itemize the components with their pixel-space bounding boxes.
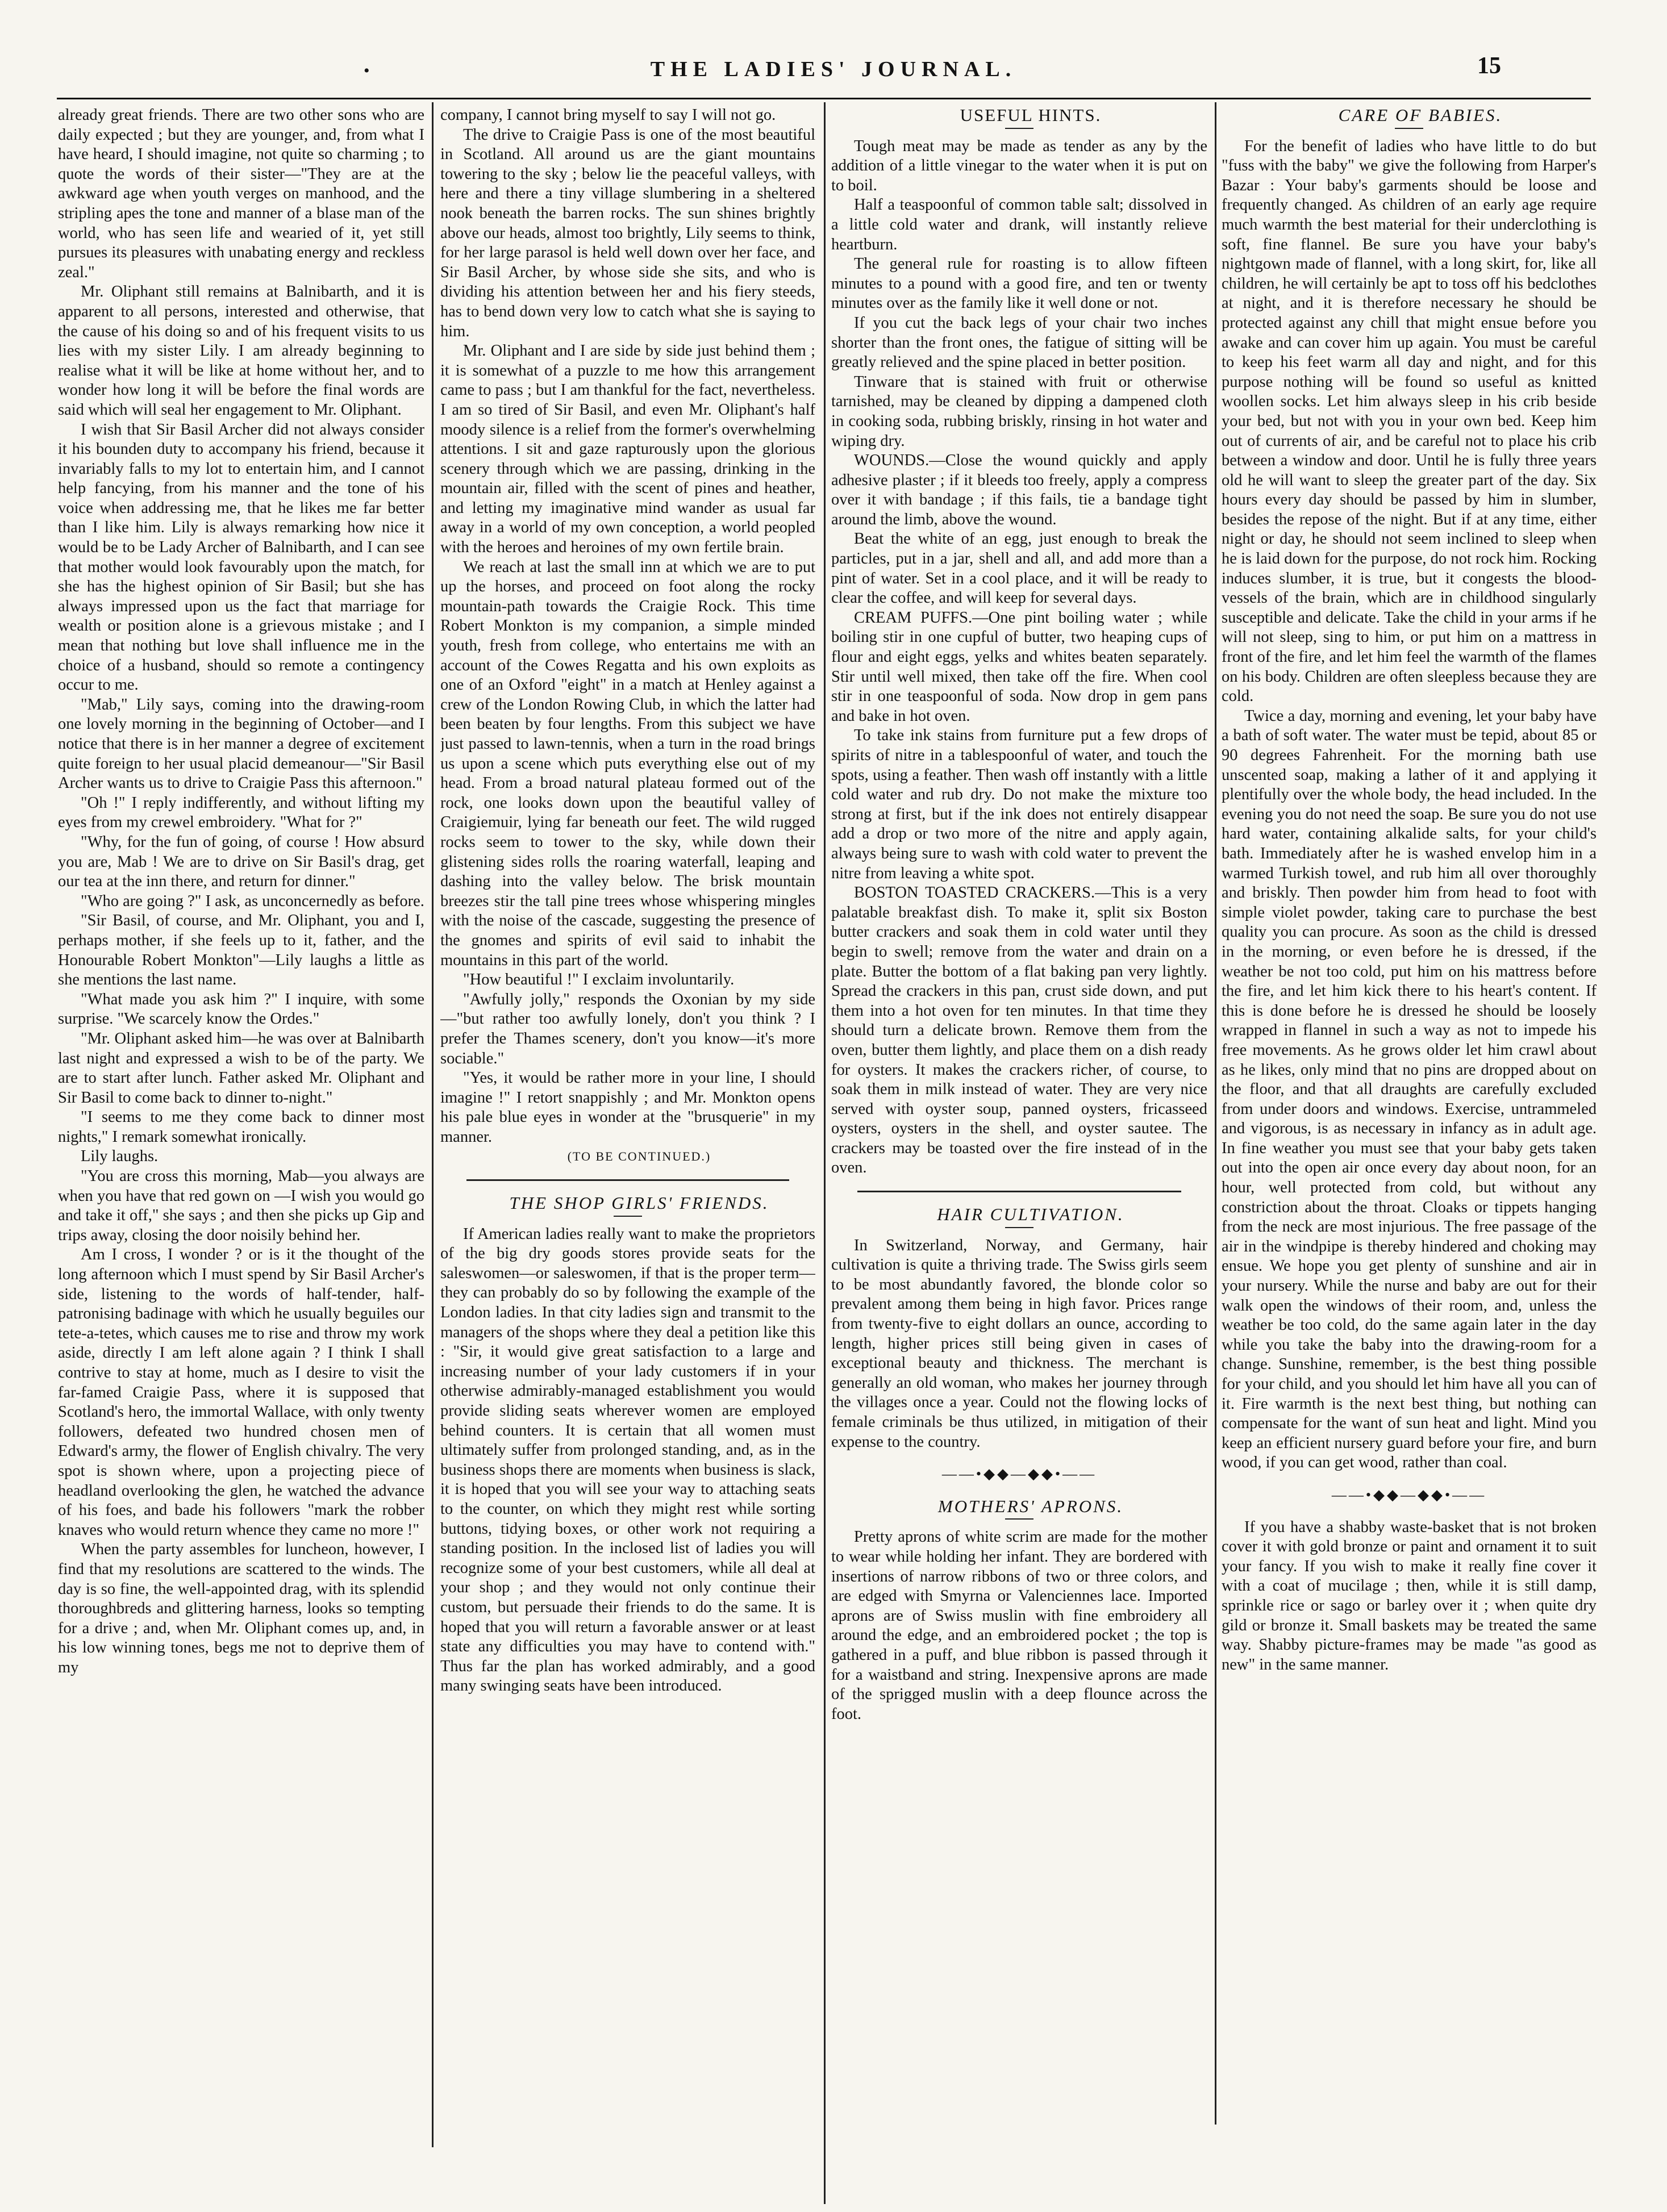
hint-paragraph: BOSTON TOASTED CRACKERS.—This is a very palatable breakfast dish. To make it, split six Boston butter crackers and soak them in cold water until they begin to swell; remove from the water and drain on a plate. Butter the bottom of a flat baking pan very lightly. Spread the crackers in this pan, crust side down, and put them into a hot oven for ten minutes. In that time they should turn a delicate brown. Remove them from the oven, butter them lightly, and place them on a dish ready for oysters. It makes the crackers richer, of course, to soak them in milk instead of water. They are very nice served with oyster soup, panned oysters, fricasseed oysters, oysters in the shell, and oyster sautee. The crackers may be toasted over the fire instead of in the oven. <box>831 884 1207 1177</box>
ornament-separator: ——•◆◆—◆◆•—— <box>941 1466 1097 1483</box>
hint-paragraph: If you cut the back legs of your chair two inches shorter than the front ones, the fatigue of sitting will be greatly relieved and the spine placed in better position. <box>831 314 1207 372</box>
hint-paragraph: Half a teaspoonful of common table salt; dissolved in a little cold water and drank, will instantly relieve heartburn. <box>831 196 1207 253</box>
heading-rule <box>1005 1518 1033 1520</box>
column-3 <box>831 106 1207 2196</box>
col1-paragraph: "Oh !" I reply indifferently, and without lifting my eyes from my crewel embroidery. "What for ?" <box>58 794 424 832</box>
hair-cultivation-heading: HAIR CULTIVATION. <box>937 1204 1124 1225</box>
col1-paragraph: already great friends. There are two other sons who are daily expected ; but they are younger, and, from what I have heard, I should imagine, not quite so charming ; to quote the words of their sister—"They are at the awkward age when youth verges on manhood, and the stripling apes the tone and manner of a blase man of the world, who has seen life and wearied of it, yet still pursues its pleasures with unabating energy and reckless zeal." <box>58 106 424 281</box>
col1-paragraph: "Mr. Oliphant asked him—he was over at Balnibarth last night and expressed a wish to be of the party. We are to start after lunch. Father asked Mr. Oliphant and Sir Basil to come back to dinner to-night." <box>58 1029 424 1107</box>
col1-paragraph: "Who are going ?" I ask, as unconcernedly as before. <box>81 892 424 910</box>
to-be-continued: (TO BE CONTINUED.) <box>567 1149 711 1164</box>
aprons-paragraph: Pretty aprons of white scrim are made for the mother to wear while holding her infant. They are bordered with insertions of narrow ribbons of two or three colors, and are edged with Smyrna or Valenciennes lace. Imported aprons are of Swiss muslin with fine embroidery all around the edge, and an embroidered pocket ; the top is gathered in a puff, and blue ribbon is passed through it for a waistband and string. Inexpensive aprons are made of the sprigged muslin with a deep flounce across the foot. <box>831 1528 1207 1723</box>
column-divider-1 <box>432 102 434 2147</box>
section-separator <box>466 1179 789 1181</box>
col2-paragraph: We reach at last the small inn at which we are to put up the horses, and proceed on foot along the rocky mountain-path towards the Craigie Rock. This time Robert Monkton is my companion, a simple minded youth, fresh from college, who entertains me with an account of the Cowes Regatta and his own exploits as one of an Oxford "eight" in a match at Henley against a crew of the London Rowing Club, in which the latter had been beaten by four lengths. From this subject we have just passed to lawn-tennis, when a turn in the road brings us upon a scene which puts everything else out of my head. From a broad natural plateau formed out of the rock, one looks down upon the beautiful valley of Craigiemuir, lying far beneath our feet. The wild rugged rocks seem to tower to the sky, while down their glistening sides rolls the roaring waterfall, leaping and dashing into the valley below. The brisk mountain breezes stir the tall pine trees whose whispering mingles with the noise of the cascade, suggesting the presence of the gnomes and spirits of evil said to inhabit the mountains in this part of the world. <box>440 558 815 969</box>
masthead-dot: • <box>364 61 370 80</box>
shop-girls-paragraph: If American ladies really want to make the proprietors of the big dry goods stores provide seats for the saleswomen—or saleswomen, if that is the proper term—they can probably do so by following the example of the London ladies. In that city ladies sign and transmit to the managers of the shops where they deal a petition like this : "Sir, it would give great satisfaction to a large and increasing number of your lady customers if in your otherwise admirably-managed establishment you would provide sliding seats wherever women are employed behind counters. It is certain that all women must ultimately suffer from prolonged standing, and, as in the business shops there are moments when business is slack, it is hoped that you will see your way to attaching seats to the counter, on which they might rest while sorting buttons, tidying boxes, or other work not requiring a standing position. In the inclosed list of ladies you will recognize some of your best customers, while all deal at your shop ; and they would not only continue their custom, but persuade their friends to do the same. It is hoped that you will return a favorable answer or at least state any difficulties you may have to contend with." Thus far the plan has worked admirably, and a good many swinging seats have been introduced. <box>440 1225 815 1695</box>
col1-paragraph: I wish that Sir Basil Archer did not always consider it his bounden duty to accompany his friend, because it invariably falls to my lot to entertain him, and I cannot help fancying, from his manner and the tone of his voice when addressing me, that he likes me far better than I like him. Lily is always remarking how nice it would be to be Lady Archer of Balnibarth, and I can see that mother would look favourably upon the match, for she has the highest opinion of Sir Basil; but she has always impressed upon us the fact that marriage for wealth or position alone is a grievous mistake ; and I mean that nothing but love shall influence me in the choice of a husband, should so remote a contingency occur to me. <box>58 420 424 694</box>
col1-paragraph: "I seems to me they come back to dinner most nights," I remark somewhat ironically. <box>58 1108 424 1146</box>
ornament-separator: ——•◆◆—◆◆•—— <box>1331 1486 1487 1503</box>
journal-title: THE LADIES' JOURNAL. <box>650 57 1017 81</box>
care-of-babies-heading: CARE OF BABIES. <box>1338 106 1503 125</box>
column-2 <box>440 106 815 2196</box>
page-number: 15 <box>1477 53 1501 79</box>
hint-paragraph: To take ink stains from furniture put a few drops of spirits of nitre in a tablespoonful of water, and touch the spots, using a feather. Then wash off instantly with a little cold water and rub dry. Do not make the mixture too strong at first, but if the ink does not entirely disappear add a drop or two more of the nitre and apply again, always being sure to wash with cold water to prevent the nitre from leaving a white spot. <box>831 727 1207 882</box>
col2-paragraph: "Awfully jolly," responds the Oxonian by my side—"but rather too awfully lonely, don't you think ? I prefer the Thames scenery, don't you know—it's more sociable." <box>440 990 815 1067</box>
col1-paragraph: "What made you ask him ?" I inquire, with some surprise. "We scarcely know the Ordes." <box>58 990 424 1028</box>
col1-paragraph: "Mab," Lily says, coming into the drawing-room one lovely morning in the beginning of October—and I notice that there is in her manner a degree of excitement quite foreign to her usual placid demeanour—"Sir Basil Archer wants us to drive to Craigie Pass this afternoon." <box>58 695 424 792</box>
col2-paragraph: company, I cannot bring myself to say I will not go. <box>440 106 776 124</box>
col1-paragraph: Lily laughs. <box>81 1147 159 1166</box>
hint-paragraph: Tinware that is stained with fruit or otherwise tarnished, may be cleaned by dipping a dampened cloth in cooking soda, rubbing briskly, rinsing in hot water and wiping dry. <box>831 373 1207 450</box>
hint-paragraph: Tough meat may be made as tender as any by the addition of a little vinegar to the water when it is put on to boil. <box>831 137 1207 194</box>
col2-paragraph: Mr. Oliphant and I are side by side just behind them ; it is somewhat of a puzzle to me how this arrangement came to pass ; but I am thankful for the fact, nevertheless. I am so tired of Sir Basil, and even Mr. Oliphant's half moody silence is a relief from the former's overwhelming attentions. I sit and gaze rapturously upon the glorious scenery through which we are passing, drinking in the mountain air, filled with the scent of pines and heather, and letting my imaginative mind wander as usual far away in a world of my own conception, a world peopled with the heroes and heroines of my own fertile brain. <box>440 342 815 557</box>
col2-paragraph: "Yes, it would be rather more in your line, I should imagine !" I retort snappishly ; and Mr. Monkton opens his pale blue eyes in wonder at the "brusquerie" in my manner. <box>440 1069 815 1146</box>
hint-paragraph: CREAM PUFFS.—One pint boiling water ; while boiling stir in one cupful of butter, two heaping cups of flour and eight eggs, yelks and whites beaten separately. Stir until well mixed, then take off the fire. When cool stir in one teaspoonful of soda. Now drop in gem pans and bake in hot oven. <box>831 608 1207 725</box>
heading-rule <box>1395 128 1423 129</box>
column-1 <box>58 106 424 2196</box>
column-divider-2 <box>824 102 826 2204</box>
col1-paragraph: "Sir Basil, of course, and Mr. Oliphant, you and I, perhaps mother, if she feels up to it, father, and the Honourable Robert Monkton"—Lily laughs a little as she mentions the last name. <box>58 912 424 989</box>
hint-paragraph: The general rule for roasting is to allow fifteen minutes to a pound with a good fire, and ten or twenty minutes over as the family like it well done or not. <box>831 255 1207 312</box>
col2-paragraph: The drive to Craigie Pass is one of the most beautiful in Scotland. All around us are the giant mountains towering to the sky ; below lie the peaceful valleys, with here and there a tiny village slumbering in a sheltered nook beneath the barren rocks. The sun shines brightly above our heads, almost too brightly, Lily seems to think, for her large parasol is held well down over her face, and Sir Basil Archer, by whose side she sits, and who is dividing his attention between her and his fiery steeds, has to bend down very low to catch what she is saying to him. <box>440 126 815 340</box>
col1-paragraph: When the party assembles for luncheon, however, I find that my resolutions are scattered to the winds. The day is so fine, the well-appointed drag, with its splendid thoroughbreds and glittering harness, looks so tempting for a drive ; and, when Mr. Oliphant comes up, and, in his low winning tones, begs me not to deprive them of my <box>58 1541 424 1676</box>
header-rule <box>57 98 1591 99</box>
col1-paragraph: "Why, for the fun of going, of course ! How absurd you are, Mab ! We are to drive on Sir Basil's drag, get our tea at the inn there, and return for dinner." <box>58 833 424 891</box>
hint-paragraph: WOUNDS.—Close the wound quickly and apply adhesive plaster ; if it bleeds too freely, apply a compress over it with bandage ; if this fails, tie a bandage tight around the limb, above the wound. <box>831 452 1207 528</box>
column-divider-3 <box>1215 102 1216 2125</box>
heading-rule <box>1005 128 1033 129</box>
babies-paragraph: Twice a day, morning and evening, let your baby have a bath of soft water. The water must be tepid, about 85 or 90 degrees Fahrenheit. For the morning bath use unscented soap, making a lather of it and applying it plentifully over the whole body, the head included. In the evening you do not need the soap. Be sure you do not use hard water, containing alkalide salts, for your child's bath. Immediately after he is washed envelop him in a warmed Turkish towel, and rub him all over thoroughly and briskly. Then powder him from head to foot with simple violet powder, taking care to purchase the best quality you can procure. As soon as the child is dressed in the morning, or even before he is dressed, if the weather be not too cold, put him on his mattress before the fire, and let him kick there to his heart's content. If this is done before he is dressed he should be loosely wrapped in flannel in such a way as not to impede his free movements. As he grows older let him crawl about as he likes, only mind that no pins are dropped about on the floor, and that all draughts are carefully excluded from under doors and windows. Exercise, untrammeled and vigorous, is as necessary in infancy as in adult age. In fine weather you must see that your baby gets taken out into the open air once every day about noon, for an hour, well protected from cold, but without any constriction about the throat. Cloaks or tippets hanging from the neck are most injurious. The free passage of the air in the windpipe is thereby hindered and choking may ensue. We hope you get plenty of sunshine and air in your nursery. While the nurse and baby are out for their walk open the windows of their room, and, unless the weather be too cold, do the same again later in the day while you take the baby into the drawing-room for a change. Sunshine, remember, is the best thing possible for your child, and you should let him have all you can of it. Fire warmth is the next best thing, but nothing can compensate for the want of sun heat and light. Mind you keep an efficient nursery guard before your fire, and burn wood, if you can get wood, rather than coal. <box>1222 707 1597 1472</box>
shop-girls-heading: THE SHOP GIRLS' FRIENDS. <box>509 1193 769 1213</box>
useful-hints-heading: USEFUL HINTS. <box>960 106 1102 125</box>
mothers-aprons-heading: MOTHERS' APRONS. <box>937 1496 1124 1516</box>
col1-paragraph: Mr. Oliphant still remains at Balnibarth, and it is apparent to all persons, interested and otherwise, that the cause of his doing so and of his frequent visits to us lies with my sister Lily. I am already beginning to realise what it will be like at home without her, and to wonder how long it will be before the final words are said which will seal her engagement to Mr. Oliphant. <box>58 283 424 419</box>
column-4 <box>1222 106 1597 2196</box>
col1-paragraph: Am I cross, I wonder ? or is it the thought of the long afternoon which I must spend by Sir Basil Archer's side, listening to the words of half-tender, half-patronising badinage with which he usually beguiles our tete-a-tetes, which causes me to rise and throw my work aside, directly I am left alone again ? I think I shall contrive to stay at home, much as I desire to visit the far-famed Craigie Pass, where it is supposed that Scotland's hero, the immortal Wallace, with only twenty followers, defeated two hundred chosen men of Edward's army, the flower of English chivalry. The very spot is shown where, upon a projecting piece of headland overlooking the glen, he watched the advance of his foes, and bade his followers "mark the robber knaves who would return whence they came no more !" <box>58 1246 424 1539</box>
hint-paragraph: Beat the white of an egg, just enough to break the particles, put in a jar, shell and all, and add more than a pint of water. Set in a cool place, and it will be ready to clear the coffee, and will keep for several days. <box>831 530 1207 607</box>
col1-paragraph: "You are cross this morning, Mab—you always are when you have that red gown on —I wish you would go and take it off," she says ; and then she picks up Gip and trips away, closing the door noisily behind her. <box>58 1167 424 1244</box>
heading-rule <box>614 1216 642 1217</box>
wastebasket-paragraph: If you have a shabby waste-basket that is not broken cover it with gold bronze or paint and ornament it to suit your fancy. If you wish to make it really fine cover it with a coat of mucilage ; then, while it is still damp, sprinkle rice or sago or barley over it ; when quite dry gild or bronze it. Small baskets may be treated the same way. Shabby picture-frames may be made "as good as new" in the same manner. <box>1222 1518 1597 1673</box>
section-separator <box>857 1191 1181 1192</box>
heading-rule <box>1005 1227 1033 1228</box>
hair-paragraph: In Switzerland, Norway, and Germany, hair cultivation is quite a thriving trade. The Swiss girls seem to be most abundantly favored, the blonde color so prevalent among them being in high favor. Prices range from twenty-five to eight dollars an ounce, according to length, higher prices still being given in cases of exceptional beauty and thickness. The merchant is generally an old woman, who makes her journey through the villages once a year. Could not the flowing locks of female criminals be thus utilized, in mitigation of their expense to the country. <box>831 1236 1207 1451</box>
masthead <box>0 0 1667 85</box>
col2-paragraph: "How beautiful !" I exclaim involuntarily. <box>463 971 735 989</box>
babies-paragraph: For the benefit of ladies who have little to do but "fuss with the baby" we give the following from Harper's Bazar : Your baby's garments should be loose and frequently changed. As children of an early age require much warmth the best material for their underclothing is soft, fine flannel. Be sure you have your baby's nightgown made of flannel, with a long skirt, for, like all children, he will certainly be apt to toss off his bedclothes at night, and it is therefore necessary he should be protected against any chill that might ensue before you awake and can cover him up again. You must be careful to keep his feet warm all day and night, and for this purpose nothing will be found so useful as knitted woollen socks. Let him always sleep in his crib beside your bed, but not with you in your own bed. Keep him out of currents of air, and be careful not to place his crib between a window and door. Until he is fully three years old he will want to sleep the greater part of the day. Six hours every day should be passed by him in slumber, besides the repose of the night. But if at any time, either night or day, he should not seem inclined to sleep when he is laid down for the purpose, do not rock him. Rocking induces slumber, it is true, but it congests the blood-vessels of the brain, which are in childhood singularly susceptible and delicate. Take the child in your arms if he will not sleep, sing to him, or put him on a mattress in front of the fire, and let him feel the warmth of the flames on his body. Children are often sleepless because they are cold. <box>1222 137 1597 706</box>
